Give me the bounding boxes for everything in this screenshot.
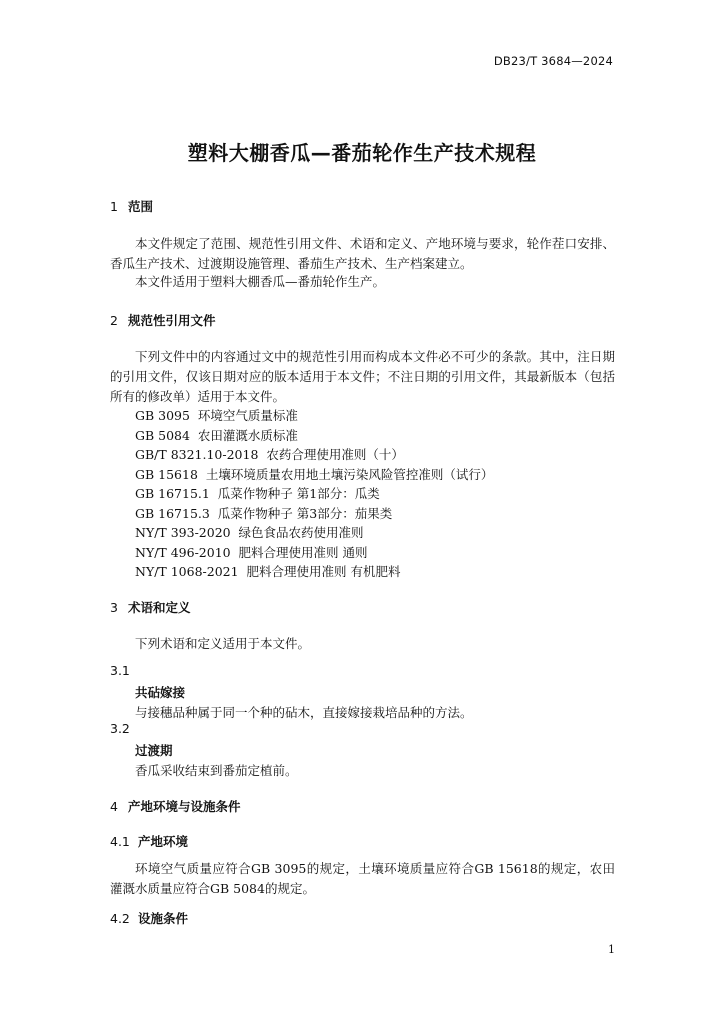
section-title: 产地环境与设施条件 (128, 799, 241, 814)
term-number: 3.2 (110, 721, 130, 736)
reference-item: NY/T 393-2020 绿色食品农药使用准则 (135, 525, 364, 540)
section-2-paragraph-1: 下列文件中的内容通过文中的规范性引用而构成本文件必不可少的条款。其中，注日期的引用文件，仅该日期对应的版本适用于本文件；不注日期的引用文件，其最新版本（包括所有的修改单）适用于本文件。 (110, 349, 615, 404)
section-number: 3 (110, 600, 118, 615)
section-1-paragraph-1: 本文件规定了范围、规范性引用文件、术语和定义、产地环境与要求，轮作茬口安排、香瓜生产技术、过渡期设施管理、番茄生产技术、生产档案建立。 (110, 236, 615, 271)
section-3-paragraph-1: 下列术语和定义适用于本文件。 (135, 636, 311, 651)
reference-item: NY/T 1068-2021 肥料合理使用准则 有机肥料 (135, 564, 401, 579)
reference-item: NY/T 496-2010 肥料合理使用准则 通则 (135, 545, 368, 560)
section-4-heading (110, 797, 241, 815)
term-definition: 香瓜采收结束到番茄定植前。 (135, 763, 298, 778)
reference-item: GB 5084 农田灌溉水质标准 (135, 428, 298, 443)
section-2-heading (110, 311, 216, 329)
subsection-4-1-heading (110, 832, 188, 850)
subsection-4-2-heading (110, 909, 188, 927)
reference-item: GB/T 8321.10-2018 农药合理使用准则（十） (135, 447, 404, 462)
subsection-title: 产地环境 (138, 834, 189, 849)
document-title: 塑料大棚香瓜—番茄轮作生产技术规程 (187, 141, 537, 165)
reference-item: GB 16715.3 瓜菜作物种子 第3部分：茄果类 (135, 506, 393, 521)
section-title: 范围 (128, 199, 154, 214)
document-code: DB23/T 3684—2024 (493, 54, 613, 68)
subsection-number: 4.2 (110, 911, 130, 926)
section-title: 术语和定义 (128, 600, 191, 615)
page-number: 1 (608, 943, 615, 956)
term-number: 3.1 (110, 663, 130, 678)
section-title: 规范性引用文件 (128, 313, 216, 328)
section-3-heading (110, 598, 191, 616)
reference-item: GB 3095 环境空气质量标准 (135, 408, 298, 423)
term-name: 共砧嫁接 (135, 685, 186, 700)
section-1-paragraph-2: 本文件适用于塑料大棚香瓜—番茄轮作生产。 (135, 274, 386, 289)
subsection-number: 4.1 (110, 834, 130, 849)
reference-item: GB 15618 土壤环境质量农用地土壤污染风险管控准则（试行） (135, 467, 494, 482)
subsection-title: 设施条件 (138, 911, 189, 926)
term-name: 过渡期 (135, 743, 173, 758)
section-1-heading (110, 197, 153, 215)
reference-item: GB 16715.1 瓜菜作物种子 第1部分：瓜类 (135, 486, 380, 501)
section-number: 4 (110, 799, 118, 814)
section-number: 2 (110, 313, 118, 328)
term-definition: 与接穗品种属于同一个种的砧木，直接嫁接栽培品种的方法。 (135, 705, 473, 720)
subsection-4-1-paragraph: 环境空气质量应符合GB 3095的规定，土壤环境质量应符合GB 15618的规定，农田灌溉水质量应符合GB 5084的规定。 (110, 861, 615, 896)
section-number: 1 (110, 199, 118, 214)
